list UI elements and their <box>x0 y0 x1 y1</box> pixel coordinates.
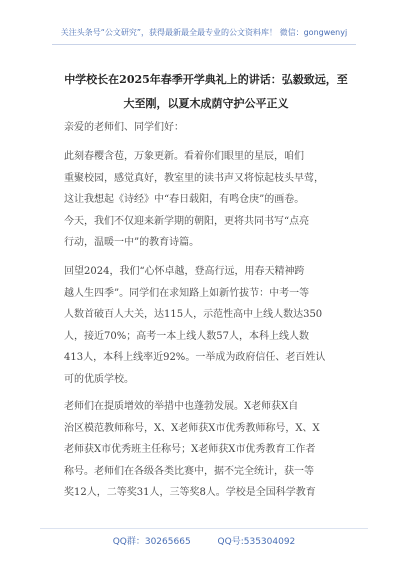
paragraph-line: 回望2024，我们“心怀卓越，登高行远，用春天精神跨 <box>64 266 305 277</box>
footer-qq-group: QQ群：30265665 <box>112 537 191 547</box>
paragraph-line: 行动，温暖一中”的教育诗篇。 <box>64 237 200 248</box>
paragraph-line: 人数首破百人大关，达115人，示范性高中上线人数达350 <box>64 309 323 320</box>
footer-divider <box>40 528 368 529</box>
salutation: 亲爱的老师们、同学们好： <box>64 122 184 133</box>
paragraph-line: 这让我想起《诗经》中“春日载阳，有鸣仓庚”的画卷。 <box>64 194 305 205</box>
paragraph-line: 此刻春樱含苞，万象更新。看着你们眼里的星辰，咱们 <box>64 151 304 162</box>
header-banner <box>0 0 408 58</box>
paragraph <box>64 146 354 254</box>
footer <box>0 534 408 554</box>
paragraph-line: 今天，我们不仅迎来新学期的朝阳，更将共同书写“点亮 <box>64 215 310 227</box>
title-line: 大至刚，以夏木成荫守护公平正义 <box>123 97 289 110</box>
header-banner-text: 关注头条号“公文研究”，获得最新最全最专业的公文资料库！ 微信：gongwenyj <box>60 28 348 37</box>
paragraph-line: 越人生四季”。同学们在求知路上如新竹拔节：中考一等 <box>64 287 310 299</box>
paragraph-line: 413人，本科上线率近92%。一举成为政府信任、老百姓认 <box>64 352 326 363</box>
document-title <box>56 68 356 116</box>
paragraph-line: 称号。老师们在各级各类比赛中，据不完全统计，获一等 <box>64 465 314 477</box>
title-line: 中学校长在2025年春季开学典礼上的讲话：弘毅致远，至 <box>64 73 348 86</box>
paragraph-line: 老师们在提质增效的举措中也蓬勃发展。X老师获X自 <box>64 401 299 412</box>
paragraph-line: 奖12人，二等奖31人，三等奖8人。学校是全国科学教育 <box>64 487 316 498</box>
paragraph <box>64 396 354 504</box>
paragraph-line: 治区模范教师称号，X、X老师获X市优秀教师称号，X、X <box>64 422 320 434</box>
paragraph-line: 重聚校园，感觉真好，教室里的读书声又将惊起枝头早莺， <box>64 172 324 184</box>
paragraph-line: 可的优质学校。 <box>64 373 134 385</box>
footer-qq-number: QQ号:535304092 <box>217 537 296 547</box>
paragraph-line: 老师获X市优秀班主任称号；X老师获X市优秀教育工作者 <box>64 444 316 455</box>
paragraph <box>64 261 354 390</box>
paragraph-line: 人，接近70%；高考一本上线人数57人，本科上线人数 <box>64 330 309 342</box>
header-divider <box>52 44 356 45</box>
